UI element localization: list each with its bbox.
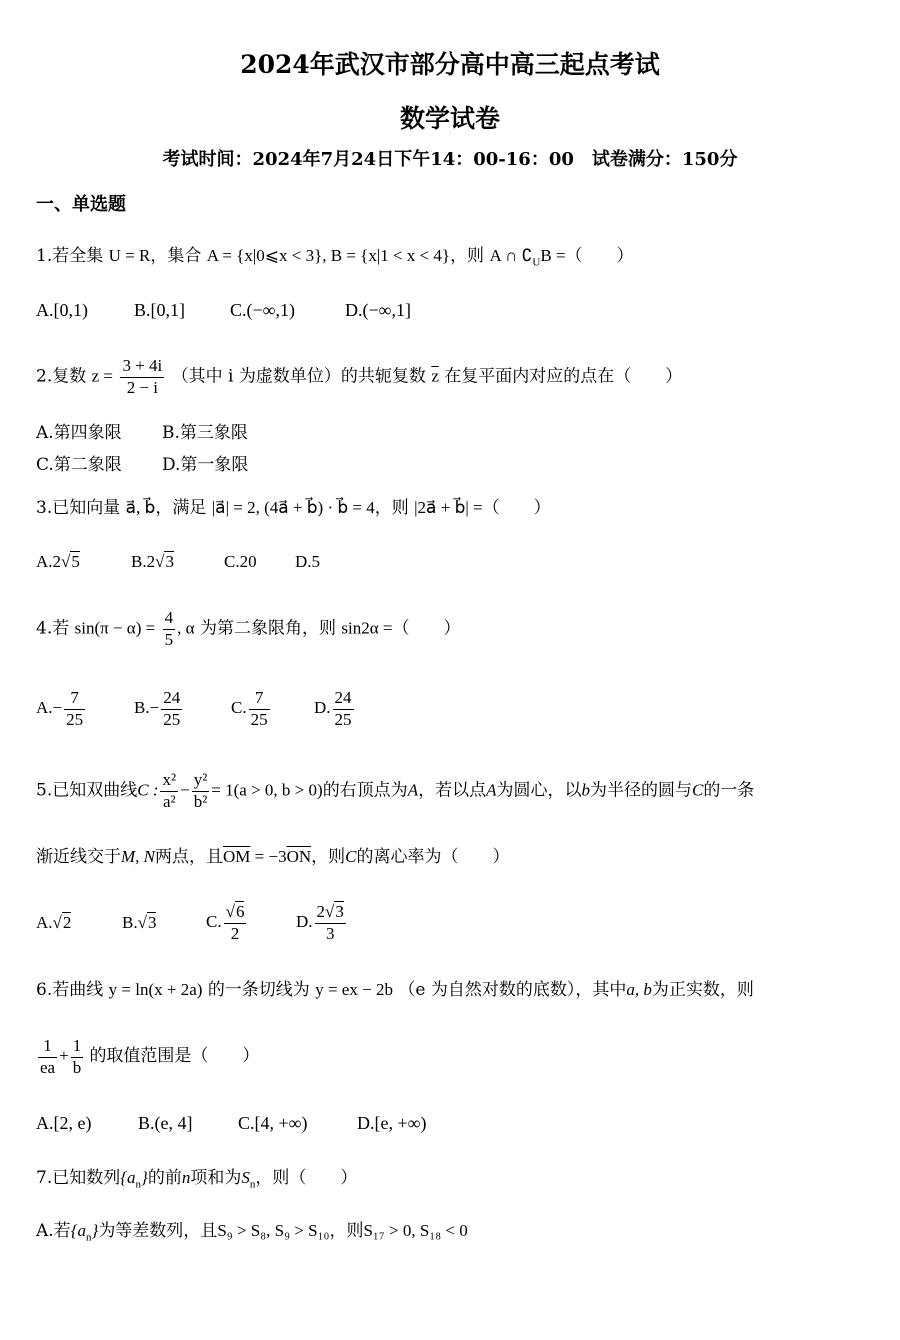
question-number: 1.: [36, 246, 53, 266]
exam-info: 考试时间：2024年7月24日下午14：00-16：00 试卷满分：150分: [162, 149, 738, 170]
question-2: 2.复数 z = $\frac{3 + 4i}{2 - i}$ （其中 i 为虚数单位）的共轭复数 $\overline{z}$ 在复平面内对应的点在（ ）: [36, 356, 683, 397]
option-5d: D. $\frac{2√3}{3}$: [296, 902, 344, 943]
question-number: 7.: [36, 1168, 53, 1188]
option-6d: D.[e, +∞): [357, 1113, 427, 1133]
fraction: $\frac{3 + 4i}{2 - i}$: [122, 356, 163, 397]
option-3c: C.20: [224, 552, 257, 571]
option-6b: B.(e, 4]: [138, 1113, 193, 1133]
option-3a: A.2√5: [36, 552, 80, 571]
question-6: 6.若曲线 y = ln(x + 2a) 的一条切线为 y = ex − 2b （e 为自然对数的底数），其中a, b为正实数，则: [36, 980, 754, 1000]
option-1b: B.[0,1]: [134, 300, 185, 320]
question-number: 6.: [36, 980, 53, 1000]
question-6-line-2: $\frac{1}{ea}$ + $\frac{1}{b}$ 的取值范围是（ ）: [40, 1036, 260, 1077]
option-1d: D.(−∞,1]: [345, 300, 411, 320]
question-number: 2.: [36, 366, 53, 387]
fraction: $\frac{4}{5}$: [164, 608, 174, 649]
option-3b: B.2√3: [131, 552, 174, 571]
option-2d: D.第一象限: [162, 455, 249, 475]
option-1c: C.(−∞,1): [230, 300, 295, 320]
option-5c: C. $\frac{√6}{2}$: [206, 902, 245, 943]
question-3: 3.已知向量 a⃗, b⃗，满足 |a⃗| = 2, (4a⃗ + b⃗) · b⃗ = 4，则 |2a⃗ + b⃗| =（ ）: [36, 498, 551, 518]
option-2a: A.第四象限: [36, 423, 122, 443]
option-2b: B.第三象限: [162, 423, 248, 443]
option-4d: D. $\frac{24}{25}$: [314, 688, 352, 729]
option-5b: B.√3: [122, 913, 157, 932]
question-number: 5.: [36, 780, 53, 801]
question-4: 4.若 sin(π − α) = $\frac{4}{5}$ , α 为第二象限角，则 sin2α =（ ）: [36, 608, 461, 649]
option-1a: A.[0,1): [36, 300, 88, 320]
exam-subtitle: 数学试卷: [399, 104, 500, 133]
option-6c: C.[4, +∞): [238, 1113, 308, 1133]
question-number: 3.: [36, 498, 53, 518]
exam-title: 2024年武汉市部分高中高三起点考试: [240, 50, 660, 79]
option-4a: A.− $\frac{7}{25}$: [36, 688, 84, 729]
question-5-line-2: 渐近线交于M, N两点，且$\overline{OM} = -3\overline{ON}$，则C的离心率为（ ）: [36, 847, 510, 867]
option-4c: C. $\frac{7}{25}$: [231, 688, 268, 729]
question-1: 1.若全集 U = R，集合 A = {x|0⩽x < 3}, B = {x|1 < x < 4}，则 A ∩ $∁_UB$ =（ ）: [36, 246, 634, 269]
option-5a: A.√2: [36, 913, 72, 932]
option-2c: C.第二象限: [36, 455, 122, 475]
option-3d: D.5: [295, 552, 321, 571]
question-5: 5.已知双曲线C : $\frac{\text{x²}}{\text{a²}}$ − $\frac{\text{y²}}{\text{b²}}$ = 1(a > 0, b > 0)的右顶点为A，若以点A为圆心，以b为半径的圆与C的一条: [36, 770, 755, 811]
question-7: 7.已知数列$\{a_n\}$的前n项和为$S_n$，则（ ）: [36, 1168, 358, 1191]
option-6a: A.[2, e): [36, 1113, 92, 1133]
question-number: 4.: [36, 618, 53, 639]
section-heading: 一、单选题: [36, 194, 126, 215]
option-4b: B.− $\frac{24}{25}$: [134, 688, 181, 729]
option-7a: A.若$\{a_n\}$为等差数列，且S₉ > S₈, S₉ > S₁₀，则S₁₇ > 0, S₁₈ < 0: [36, 1221, 468, 1244]
